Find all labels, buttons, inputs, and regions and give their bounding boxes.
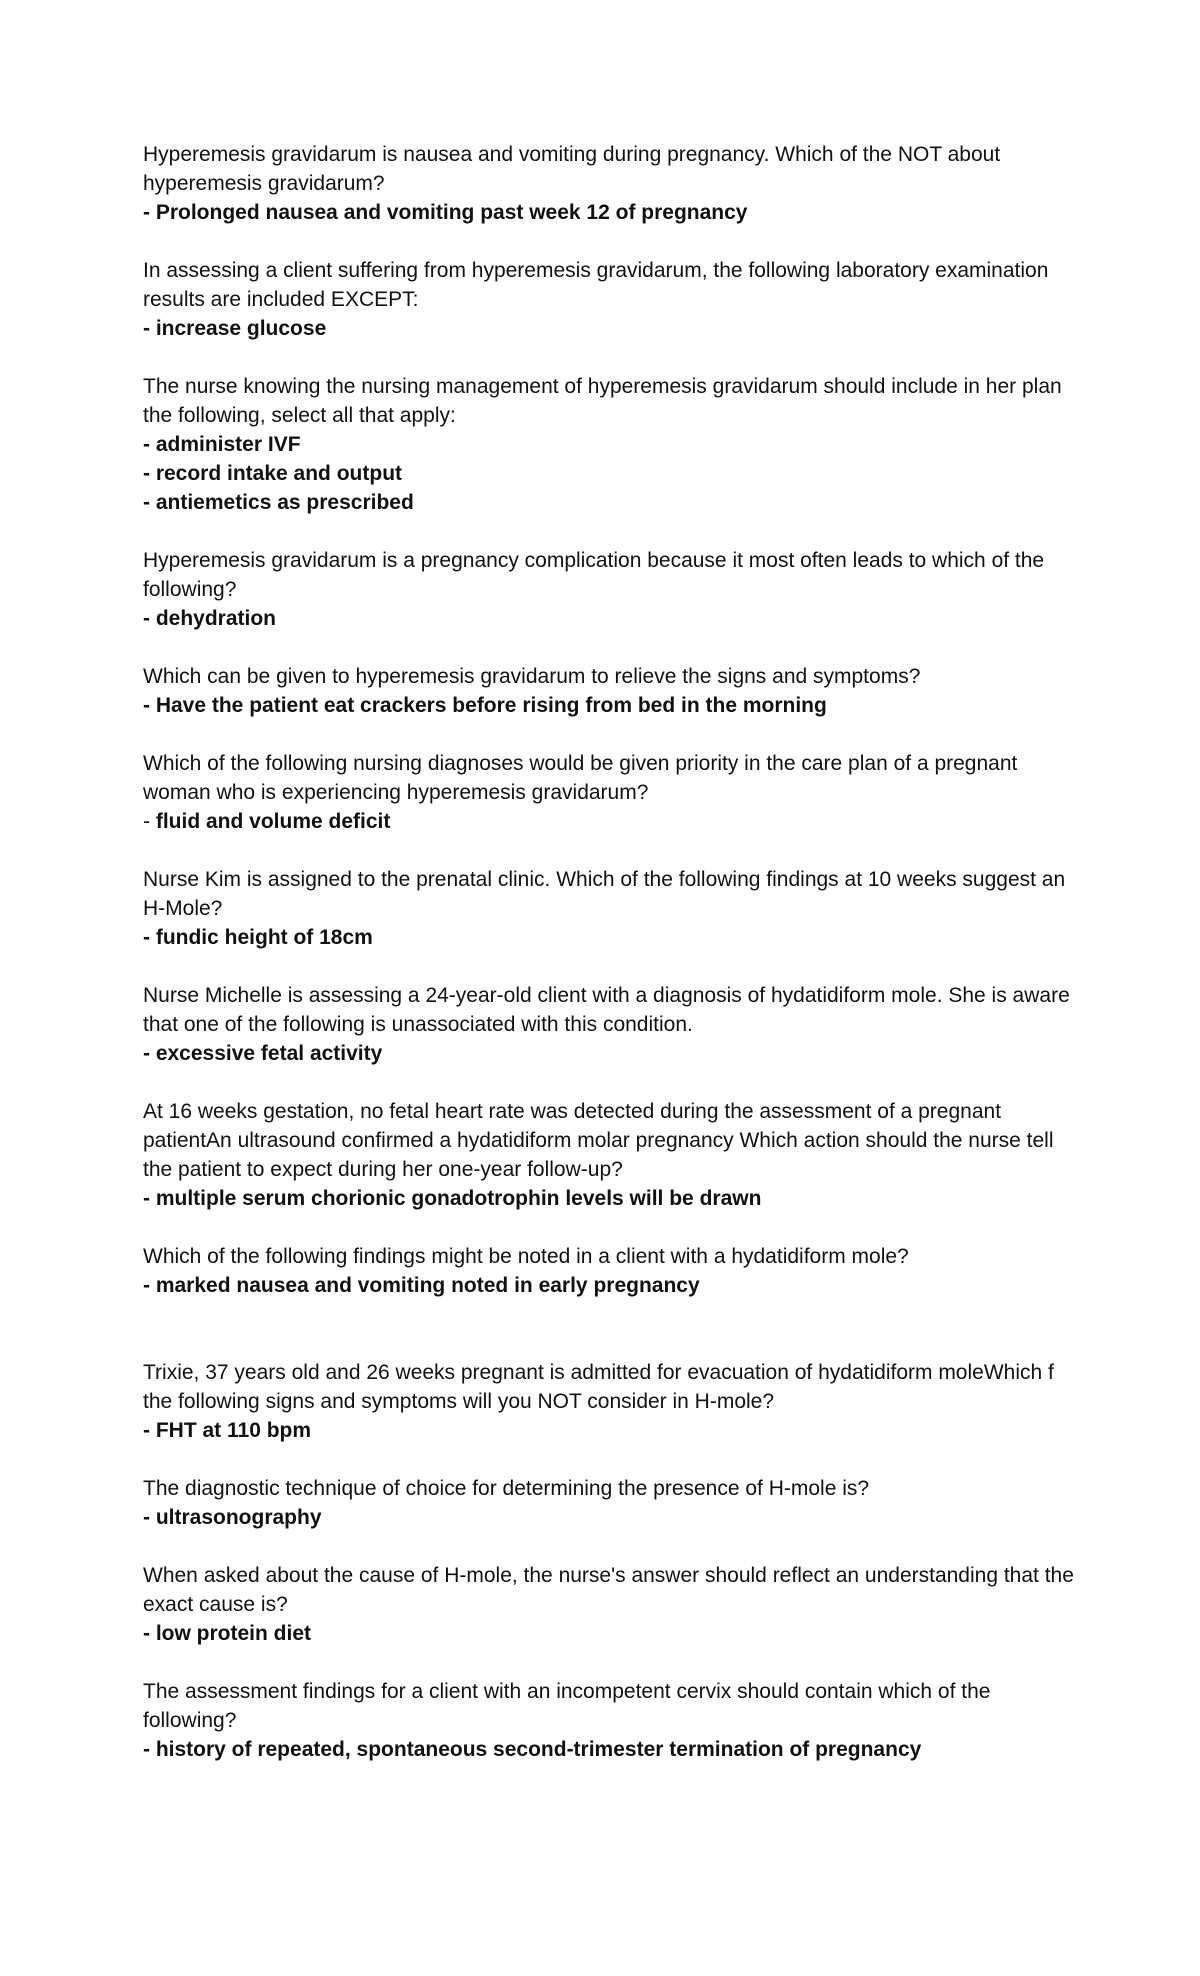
answer-text: - excessive fetal activity (143, 1042, 383, 1065)
answer-text: - record intake and output (143, 462, 403, 485)
document-body (143, 140, 1083, 1793)
question-text: Which of the following findings might be noted in a client with a hydatidiform mole? (143, 1245, 909, 1268)
question-text: Trixie, 37 years old and 26 weeks pregnant is admitted for evacuation of hydatidiform moleWhich f the following signs and symptoms will you NOT consider in H-mole? (143, 1361, 1054, 1413)
qa-item (143, 865, 1083, 952)
answer-text: - antiemetics as prescribed (143, 491, 414, 514)
question-text: The diagnostic technique of choice for determining the presence of H-mole is? (143, 1477, 870, 1500)
question-text: Nurse Kim is assigned to the prenatal clinic. Which of the following findings at 10 weeks suggest an H-Mole? (143, 868, 1066, 920)
answer-text: - multiple serum chorionic gonadotrophin levels will be drawn (143, 1187, 762, 1210)
answer-text: - marked nausea and vomiting noted in early pregnancy (143, 1274, 700, 1297)
qa-item (143, 140, 1083, 227)
question-text: At 16 weeks gestation, no fetal heart rate was detected during the assessment of a pregnant patientAn ultrasound confirmed a hydatidiform molar pregnancy Which action should the nurse tell the patient to expect during her one-year follow-up? (143, 1100, 1054, 1181)
answer-text: - fundic height of 18cm (143, 926, 373, 949)
answer-text: - administer IVF (143, 433, 301, 456)
qa-item (143, 1677, 1083, 1764)
answer-text: - FHT at 110 bpm (143, 1419, 312, 1442)
question-text: Which of the following nursing diagnoses would be given priority in the care plan of a pregnant woman who is experiencing hyperemesis gravidarum? (143, 752, 1018, 804)
answer-text: - Have the patient eat crackers before rising from bed in the morning (143, 694, 827, 717)
question-text: The nurse knowing the nursing management of hyperemesis gravidarum should include in her plan the following, select all that apply: (143, 375, 1062, 427)
question-text: The assessment findings for a client with an incompetent cervix should contain which of the following? (143, 1680, 991, 1732)
qa-item (143, 1097, 1083, 1213)
qa-item (143, 1358, 1083, 1445)
qa-item (143, 1474, 1083, 1532)
answer-dash: - (143, 810, 156, 833)
qa-item (143, 981, 1083, 1068)
question-text: In assessing a client suffering from hyperemesis gravidarum, the following laboratory examination results are included EXCEPT: (143, 259, 1049, 311)
qa-item (143, 662, 1083, 720)
qa-item (143, 749, 1083, 836)
question-text: Hyperemesis gravidarum is nausea and vomiting during pregnancy. Which of the NOT about hyperemesis gravidarum? (143, 143, 1001, 195)
question-text: When asked about the cause of H-mole, the nurse's answer should reflect an understanding that the exact cause is? (143, 1564, 1074, 1616)
question-text: Which can be given to hyperemesis gravidarum to relieve the signs and symptoms? (143, 665, 921, 688)
answer-text: - Prolonged nausea and vomiting past week 12 of pregnancy (143, 201, 748, 224)
answer-text (143, 807, 1083, 836)
answer-text: - dehydration (143, 607, 277, 630)
answer-text: - history of repeated, spontaneous second-trimester termination of pregnancy (143, 1738, 922, 1761)
qa-item (143, 372, 1083, 517)
answer-text: - ultrasonography (143, 1506, 322, 1529)
qa-item (143, 546, 1083, 633)
qa-item (143, 256, 1083, 343)
answer-value: fluid and volume deficit (155, 810, 391, 833)
answer-text: - low protein diet (143, 1622, 311, 1645)
answer-text: - increase glucose (143, 317, 327, 340)
question-text: Hyperemesis gravidarum is a pregnancy complication because it most often leads to which of the following? (143, 549, 1045, 601)
qa-item (143, 1242, 1083, 1300)
qa-item (143, 1561, 1083, 1648)
question-text: Nurse Michelle is assessing a 24-year-old client with a diagnosis of hydatidiform mole. She is aware that one of the following is unassociated with this condition. (143, 984, 1070, 1036)
